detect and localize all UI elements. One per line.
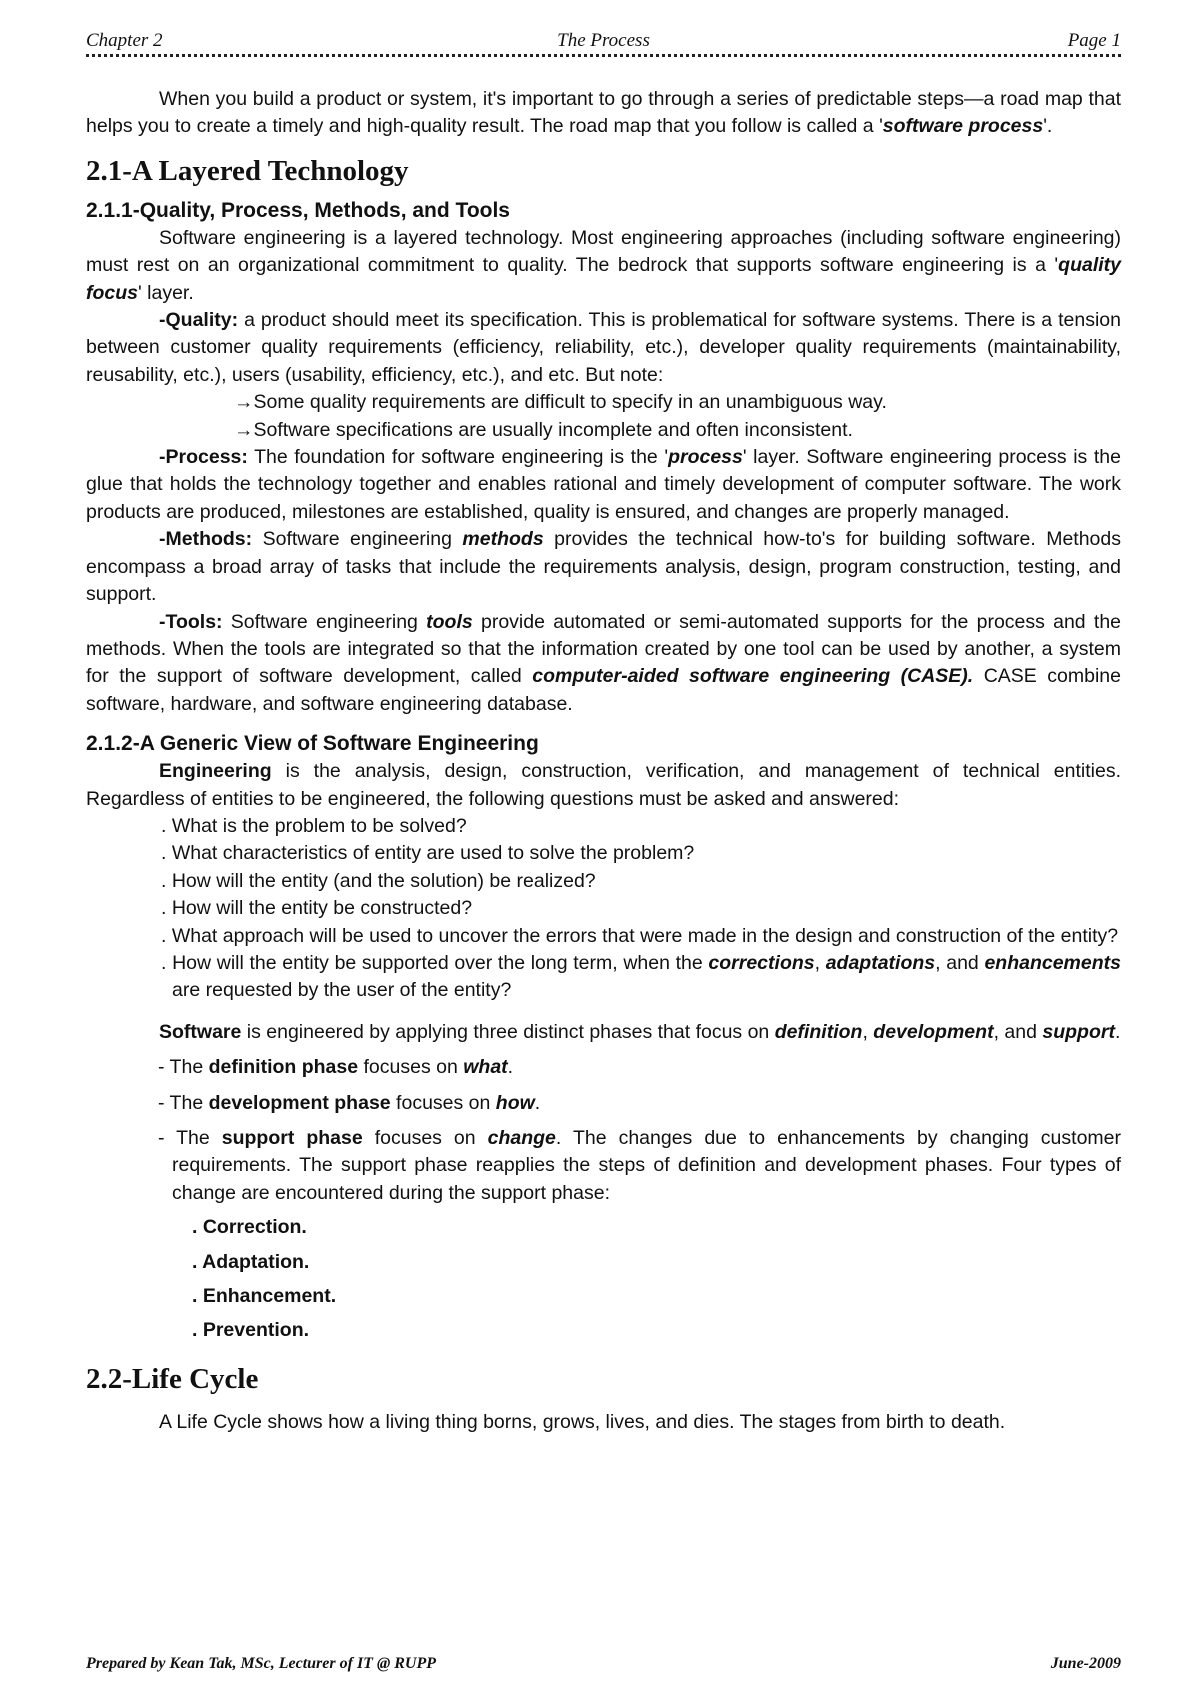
question-item: . How will the entity be constructed?	[161, 897, 473, 920]
change-type-item: . Enhancement.	[192, 1285, 337, 1308]
methods-paragraph: -Methods: Software engineering methods provides the technical how-to's for building software. Methods encompass a broad array of tasks that include the requirements analysis, design, program construction, testing, and support.	[86, 528, 1121, 606]
intro-paragraph: When you build a product or system, it's important to go through a series of predictable steps—a road map that helps you to create a timely and high-quality result. The road map that you follow is called a 'software process'.	[86, 88, 1121, 138]
change-type-item: . Prevention.	[192, 1319, 310, 1342]
question-item: . What is the problem to be solved?	[161, 814, 467, 837]
page-footer	[86, 1655, 1121, 1677]
section-heading-2-2: 2.2-Life Cycle	[86, 1362, 259, 1395]
question-item: . What approach will be used to uncover the errors that were made in the design and construction of the entity?	[161, 924, 1119, 947]
page-header	[86, 30, 1121, 57]
software-paragraph: Software is engineered by applying three distinct phases that focus on definition, development, and support.	[159, 1020, 1121, 1043]
support-phase-item: - The support phase focuses on change. The changes due to enhancements by changing customer requirements. The support phase reapplies the steps of definition and development phases. Four types of change are encountered during the support phase:	[158, 1127, 1122, 1204]
question-item: . How will the entity (and the solution) be realized?	[161, 869, 596, 892]
header-page-number: Page 1	[1067, 30, 1121, 51]
layered-tech-paragraph: Software engineering is a layered technology. Most engineering approaches (including software engineering) must rest on an organizational commitment to quality. The bedrock that supports software engineering is a 'quality focus' layer.	[86, 226, 1121, 304]
engineering-paragraph: Engineering is the analysis, design, construction, verification, and management of technical entities. Regardless of entities to be engineered, the following questions must be asked and answered:	[86, 760, 1121, 810]
tools-paragraph: -Tools: Software engineering tools provide automated or semi-automated supports for the process and the methods. When the tools are integrated so that the information created by one tool can be used by another, a system for the support of software development, called computer-aided software engineering (CASE). CASE combine software, hardware, and software engineering database.	[86, 610, 1122, 715]
quality-note-2: →Software specifications are usually incomplete and often inconsistent.	[234, 418, 853, 441]
quality-note-1: →Some quality requirements are difficult to specify in an unambiguous way.	[234, 391, 887, 414]
life-cycle-paragraph: A Life Cycle shows how a living thing borns, grows, lives, and dies. The stages from birth to death.	[159, 1410, 1006, 1433]
footer-author: Prepared by Kean Tak, MSc, Lecturer of IT @ RUPP	[86, 1655, 437, 1672]
header-title: The Process	[557, 30, 650, 51]
subsection-heading-2-1-2: 2.1.2-A Generic View of Software Engineering	[86, 732, 539, 756]
section-heading-2-1: 2.1-A Layered Technology	[86, 154, 409, 187]
header-chapter: Chapter 2	[86, 30, 163, 51]
question-item: . How will the entity be supported over the long term, when the corrections, adaptations, and enhancements are requested by the user of the entity?	[161, 951, 1121, 1002]
footer-date: June-2009	[1050, 1655, 1121, 1672]
definition-phase-item: - The definition phase focuses on what.	[158, 1056, 514, 1079]
question-item: . What characteristics of entity are used to solve the problem?	[161, 842, 695, 865]
process-paragraph: -Process: The foundation for software engineering is the 'process' layer. Software engineering process is the glue that holds the technology together and enables rational and timely development of computer software. The work products are produced, milestones are established, quality is ensured, and changes are properly managed.	[86, 446, 1121, 523]
quality-paragraph: -Quality: a product should meet its specification. This is problematical for software systems. There is a tension between customer quality requirements (efficiency, reliability, etc.), developer quality requirements (maintainability, reusability, etc.), users (usability, efficiency, etc.), and etc. But note:	[86, 309, 1121, 386]
change-type-item: . Correction.	[192, 1216, 307, 1239]
subsection-heading-2-1-1: 2.1.1-Quality, Process, Methods, and Tools	[86, 198, 510, 222]
development-phase-item: - The development phase focuses on how.	[158, 1091, 541, 1114]
change-type-item: . Adaptation.	[192, 1250, 310, 1273]
document-body	[86, 86, 1121, 1436]
